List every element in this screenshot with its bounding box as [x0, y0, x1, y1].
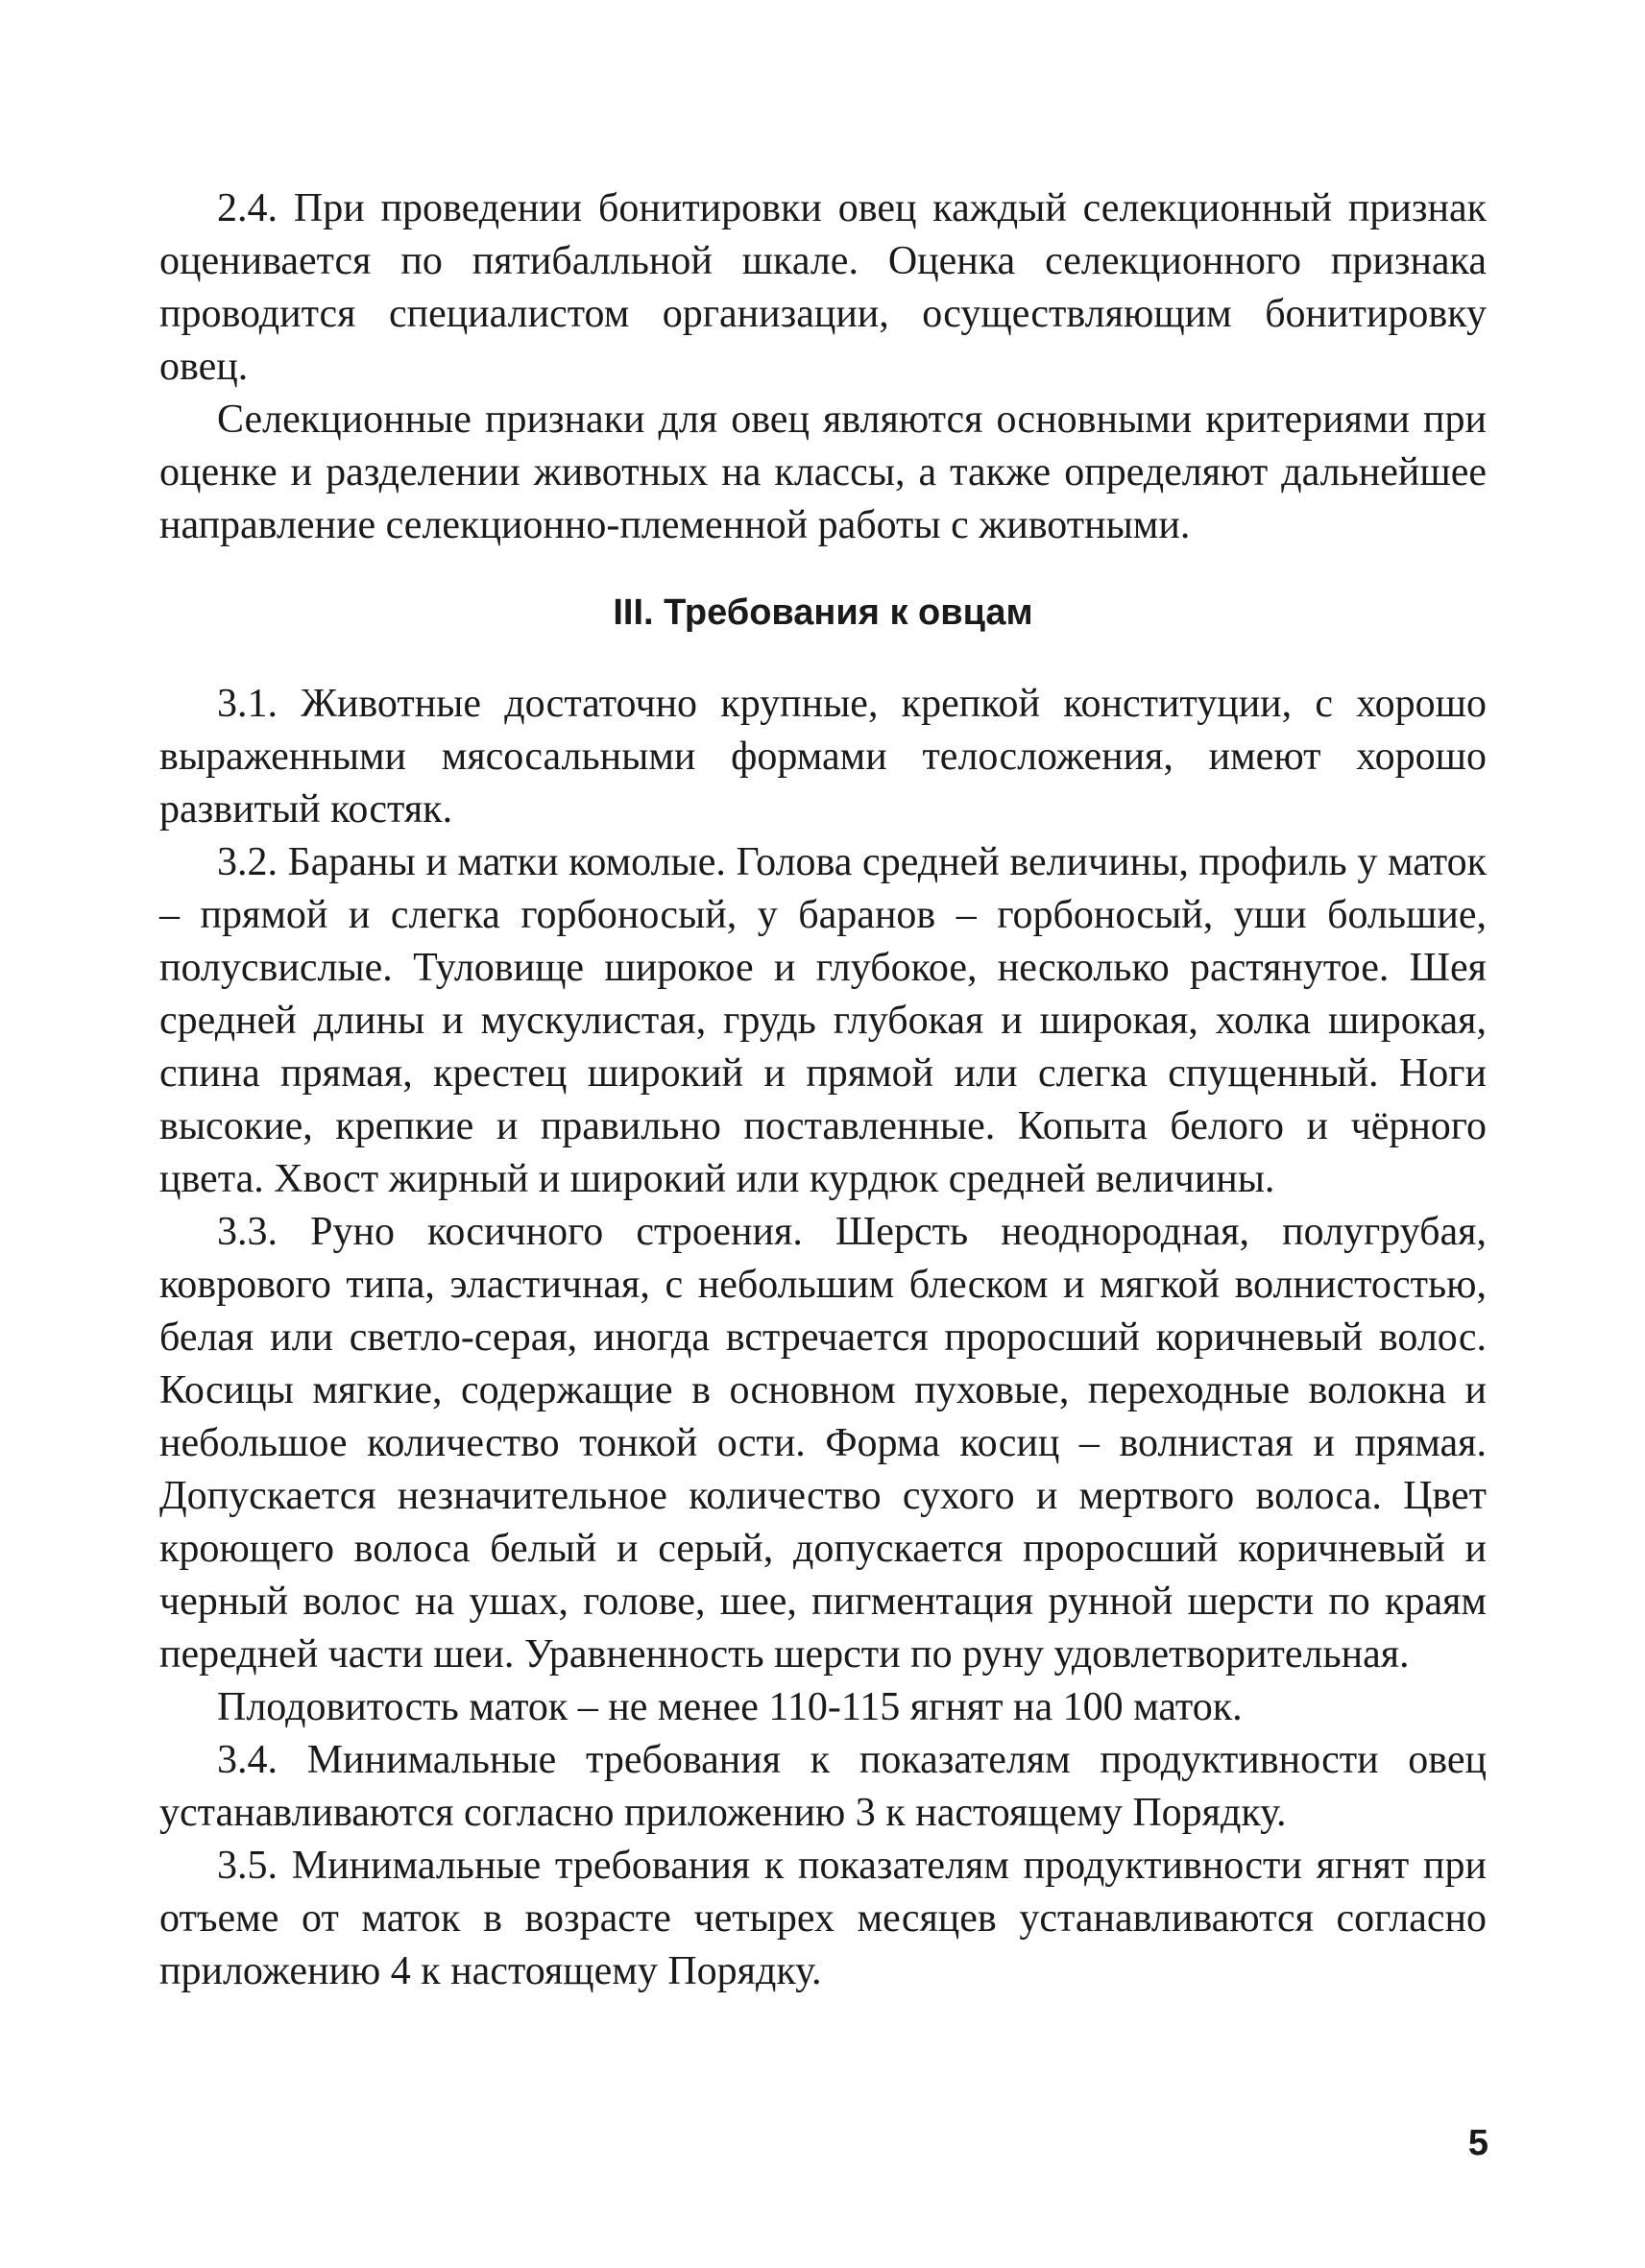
- paragraph-fertility: Плодовитость маток – не менее 110-115 ягнят на 100 маток.: [217, 1685, 1243, 1729]
- page-number: 5: [1467, 2123, 1488, 2163]
- paragraph-2-4: 2.4. При проведении бонитировки овец каждый селекционный признак оценивается по пятибалльной шкале. Оценка селекционного признака проводится специалистом организации, осуществляющим бонитировку овец.: [159, 186, 1487, 389]
- paragraph-selection-traits: Селекционные признаки для овец являются основными критериями при оценке и разделении животных на классы, а также определяют дальнейшее направление селекционно-племенной работы с животными.: [159, 398, 1487, 547]
- paragraph-3-3: 3.3. Руно косичного строения. Шерсть неоднородная, полугрубая, коврового типа, эластичная, с небольшим блеском и мягкой волнистостью, белая или светло-серая, иногда встречается проросший коричневый волос. Косицы мягкие, содержащие в основном пуховые, переходные волокна и небольшое количество тонкой ости. Форма косиц – волнистая и прямая. Допускается незначительное количество сухого и мертвого волоса. Цвет кроющего волоса белый и серый, допускается проросший коричневый и черный волос на ушах, голове, шее, пигментация рунной шерсти по краям передней части шеи. Уравненность шерсти по руну удовлетворительная.: [159, 1210, 1487, 1677]
- paragraph-3-2: 3.2. Бараны и матки комолые. Голова средней величины, профиль у маток – прямой и слегка горбоносый, у баранов – горбоносый, уши большие, полусвислые. Туловище широкое и глубокое, несколько растянутое. Шея средней длины и мускулистая, грудь глубокая и широкая, холка широкая, спина прямая, крестец широкий и прямой или слегка спущенный. Ноги высокие, крепкие и правильно поставленные. Копыта белого и чёрного цвета. Хвост жирный и широкий или курдюк средней величины.: [159, 840, 1487, 1201]
- paragraph-3-1: 3.1. Животные достаточно крупные, крепкой конституции, с хорошо выраженными мясосальными формами телосложения, имеют хорошо развитый костяк.: [159, 682, 1487, 832]
- paragraph-3-4: 3.4. Минимальные требования к показателям продуктивности овец устанавливаются согласно приложению 3 к настоящему Порядку.: [159, 1738, 1487, 1835]
- paragraph-3-5: 3.5. Минимальные требования к показателям продуктивности ягнят при отъеме от маток в возрасте четырех месяцев устанавливаются согласно приложению 4 к настоящему Порядку.: [159, 1844, 1487, 1993]
- page-content: [159, 182, 1487, 1998]
- section-heading: III. Требования к овцам: [613, 592, 1033, 633]
